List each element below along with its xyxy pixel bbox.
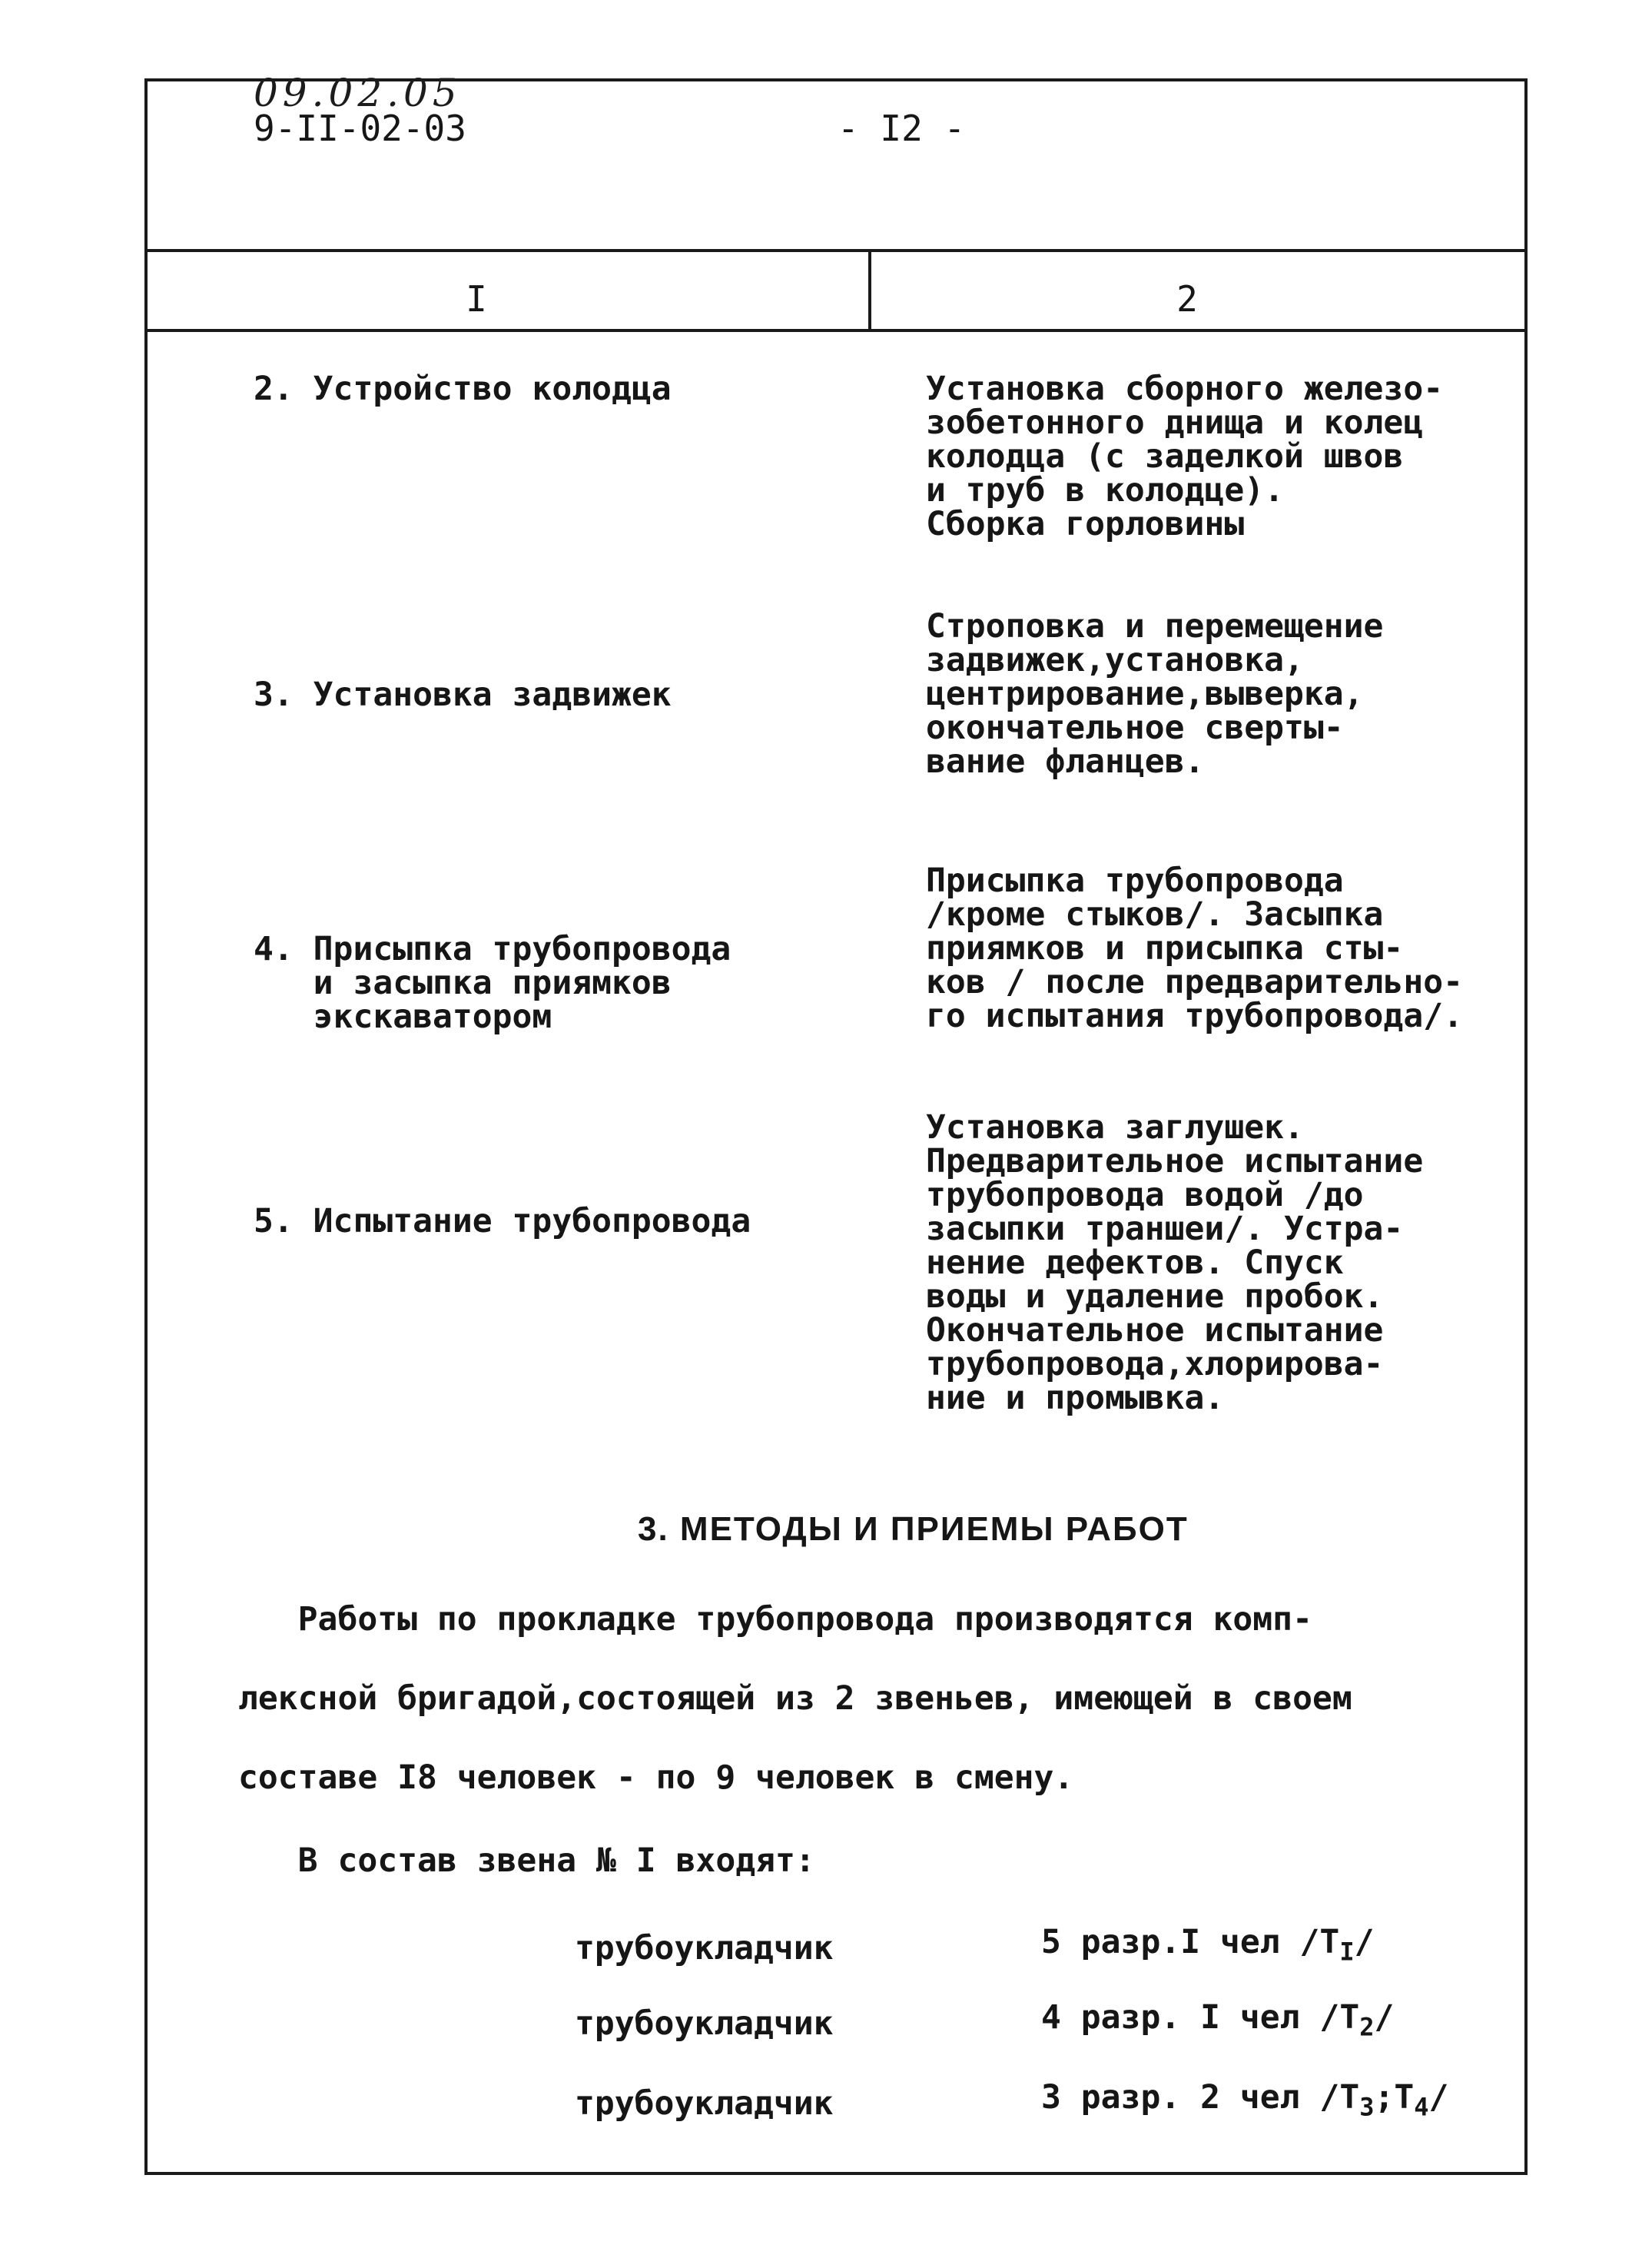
column-divider [868,249,871,332]
stage-label: 5. Испытание трубопровода [254,1202,751,1240]
stage-label: 4. Присыпка трубопровода и засыпка приямков экскаватором [254,930,731,1036]
operations-text: Присыпка трубопровода /кроме стыков/. Засыпка приямков и присыпка сты- ков / после предварительно- го испытания трубопровода/. [926,862,1463,1035]
operations-text: Строповка и перемещение задвижек,установка, центрирование,выверка, окончательное сверты- вание фланцев. [926,607,1384,781]
worker-role: трубоукладчик [575,2004,834,2043]
stage-label: 2. Устройство колодца [254,370,672,408]
operations-text: Установка заглушек. Предварительное испытание трубопровода водой /до засыпки траншеи/. Устра- нение дефектов. Спуск воды и удаление пробок. Окончательное испытание трубопровода,хлорирова- ние и промывка. [926,1108,1424,1417]
team-intro: В состав звена № I входят: [238,1841,815,1880]
worker-role: трубоукладчик [575,1929,834,1967]
column-header-divider [144,329,1528,332]
column-header-2: 2 [1176,278,1198,320]
paragraph-line: составе I8 человек - по 9 человек в смену. [238,1758,1074,1797]
paragraph-line: Работы по прокладке трубопровода производятся комп- [238,1600,1312,1639]
operations-text: Установка сборного железо- зобетонного днища и колец колодца (с заделкой швов и труб в колодце). Сборка горловины [926,370,1444,543]
page-number: - I2 - [838,108,966,149]
worker-rank: 4 разр. I чел $/T_2/$ [1041,1998,1395,2042]
worker-rank: 5 разр.I чел $/T_I/$ [1041,1923,1375,1967]
document-code: 9-II-02-03 [254,108,466,149]
worker-role: трубоукладчик [575,2084,834,2123]
stage-label: 3. Установка задвижек [254,676,672,714]
header-divider [144,249,1528,252]
worker-rank: 3 разр. 2 чел $/T_3;T_4/$ [1041,2078,1449,2122]
column-header-1: I [466,278,487,320]
handwritten-date: 09.02.05 [254,71,462,115]
paragraph-line: лексной бригадой,состоящей из 2 звеньев, имеющей в своем [238,1679,1352,1718]
section-title: 3. МЕТОДЫ И ПРИЕМЫ РАБОТ [638,1510,1189,1548]
